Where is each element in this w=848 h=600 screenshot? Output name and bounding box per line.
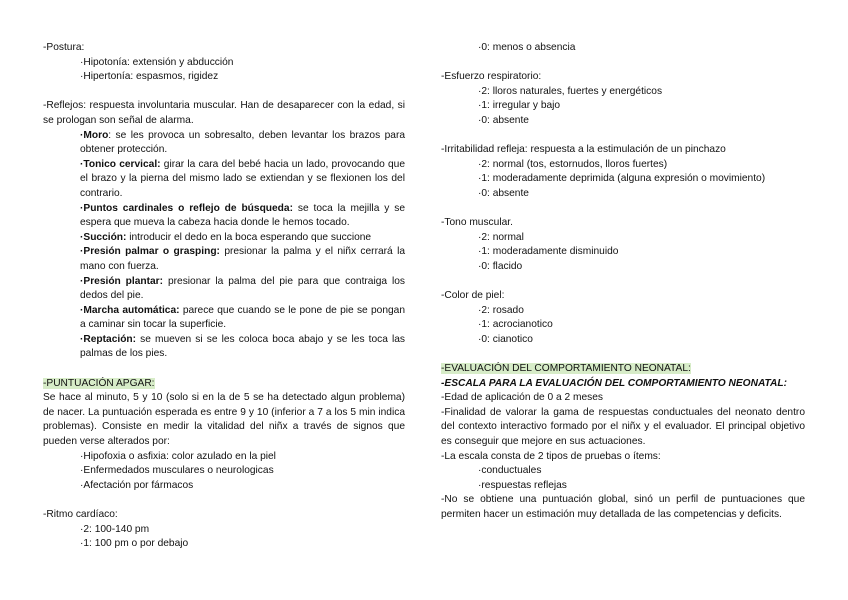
reflejo-term: ·Marcha automática: — [80, 304, 180, 316]
reflejo-term: ·Presión palmar o grasping: — [80, 246, 220, 258]
neonatal-tipo: ·respuestas reflejas — [478, 479, 567, 491]
reflejo-item — [43, 129, 405, 158]
reflejo-item — [43, 158, 405, 202]
apgar-item: ·Enfermedados musculares o neurologicas — [80, 465, 274, 477]
ritmo-item: ·1: 100 pm o por debajo — [80, 538, 189, 550]
reflejo-text: se toca la mejilla y se espera que mueva la cabeza hacia donde le hemos tocado. — [80, 202, 405, 229]
reflejo-term: ·Moro — [80, 129, 109, 141]
irritabilidad-item: ·2: normal (tos, estornudos, lloros fuertes) — [478, 158, 668, 170]
esfuerzo-title: -Esfuerzo respiratorio: — [441, 71, 542, 83]
ritmo-item: ·0: menos o absencia — [478, 42, 576, 53]
neonatal-edad: -Edad de aplicación de 0 a 2 meses — [441, 392, 603, 404]
apgar-item: ·Hipofoxia o asfixia: color azulado en la piel — [80, 450, 276, 462]
apgar-item: ·Afectación por fármacos — [80, 479, 194, 491]
neonatal-tipo: ·conductuales — [478, 465, 542, 477]
reflejo-item — [43, 245, 405, 274]
reflejo-term: ·Presión plantar: — [80, 275, 164, 287]
reflejo-term: ·Puntos cardinales o reflejo de búsqueda: — [80, 202, 293, 214]
neonatal-subheading: -ESCALA PARA LA EVALUACIÓN DEL COMPORTAMIENTO NEONATAL: — [441, 377, 787, 389]
apgar-heading: -PUNTUACIÓN APGAR: — [43, 377, 155, 389]
postura-item: ·Hipertonía: espasmos, rigidez — [80, 71, 219, 83]
reflejo-text: : se les provoca un sobresalto, deben levantar los brazos para obtener protección. — [80, 129, 405, 156]
tono-item: ·0: flacido — [478, 260, 523, 272]
ritmo-item: ·2: 100-140 pm — [80, 523, 150, 535]
esfuerzo-item: ·0: absente — [478, 114, 529, 126]
color-item: ·2: rosado — [478, 304, 524, 316]
reflejo-text: presionar la palma y el niñx cerrará la mano con fuerza. — [80, 246, 406, 272]
postura-item: ·Hipotonía: extensión y abducción — [80, 56, 234, 68]
reflejo-text: se mueven si se les coloca boca abajo y se les toca las palmas de los pies. — [80, 333, 405, 360]
neonatal-heading: -EVALUACIÓN DEL COMPORTAMIENTO NEONATAL: — [441, 363, 691, 375]
neonatal-heading-line — [441, 362, 805, 377]
reflejo-item — [43, 231, 405, 246]
reflejo-text: introducir el dedo en la boca esperando que succione — [126, 231, 372, 243]
reflejo-item — [43, 304, 405, 333]
color-title: -Color de piel: — [441, 290, 505, 302]
tono-item: ·1: moderadamente disminuido — [478, 246, 619, 258]
irritabilidad-item: ·0: absente — [478, 187, 529, 199]
irritabilidad-title: -Irritabilidad refleja: respuesta a la estimulación de un pinchazo — [441, 144, 726, 156]
apgar-heading-line — [43, 377, 405, 392]
irritabilidad-item: ·1: moderadamente deprimida (alguna expresión o movimiento) — [478, 173, 766, 185]
reflejo-item — [43, 202, 405, 231]
neonatal-no-global: -No se obtiene una puntuación global, sinó un perfil de puntuaciones que permiten hacer un estimación muy detallada de las competencias y deficits. — [441, 494, 805, 520]
color-item: ·1: acrocianotico — [478, 319, 553, 331]
neonatal-finalidad: -Finalidad de valorar la gama de respuestas conductuales del neonato dentro del contexto interactivo formado por el niñx y el evaluador. El principal objetivo es conseguir que mejore en sus actuaciones. — [441, 406, 805, 448]
left-column — [43, 41, 405, 552]
reflejo-term: ·Succión: — [80, 231, 127, 243]
reflejo-item — [43, 275, 405, 304]
reflejo-text: girar la cara del bebé hacia un lado, provocando que el brazo y la pierna del mismo lado se extiendan y se flexionen los del contrario. — [80, 158, 405, 199]
reflejo-term: ·Reptación: — [80, 333, 137, 345]
reflejo-item — [43, 333, 405, 362]
color-item: ·0: cianotico — [478, 333, 533, 345]
reflejos-intro: -Reflejos: respuesta involuntaria muscular. Han de desaparecer con la edad, si se prologan son señal de alarma. — [43, 100, 405, 126]
apgar-text: Se hace al minuto, 5 y 10 (solo si en la de 5 se ha detectado algun problema) de nacer. La puntuación esperada es entre 9 y 10 (inferior a 7 a los 5 min indica problemas). Consiste en medir la vitalidad del niñx a través de signos que pueden verse alterados por: — [43, 392, 405, 448]
tono-item: ·2: normal — [478, 231, 524, 243]
reflejo-term: ·Tonico cervical: — [80, 158, 161, 170]
ritmo-title: -Ritmo cardíaco: — [43, 509, 118, 520]
reflejo-text: parece que cuando se le pone de pie se pongan a caminar sin tocar la superficie. — [80, 304, 405, 331]
esfuerzo-item: ·1: irregular y bajo — [478, 100, 561, 112]
esfuerzo-item: ·2: lloros naturales, fuertes y energéticos — [478, 85, 663, 97]
postura-title: -Postura: — [43, 42, 85, 53]
right-column — [441, 41, 805, 523]
reflejo-text: presionar la palma del pie para que contraiga los dedos del pie. — [80, 275, 405, 302]
tono-title: -Tono muscular. — [441, 217, 513, 229]
neonatal-escala: -La escala consta de 2 tipos de pruebas o ítems: — [441, 450, 661, 462]
